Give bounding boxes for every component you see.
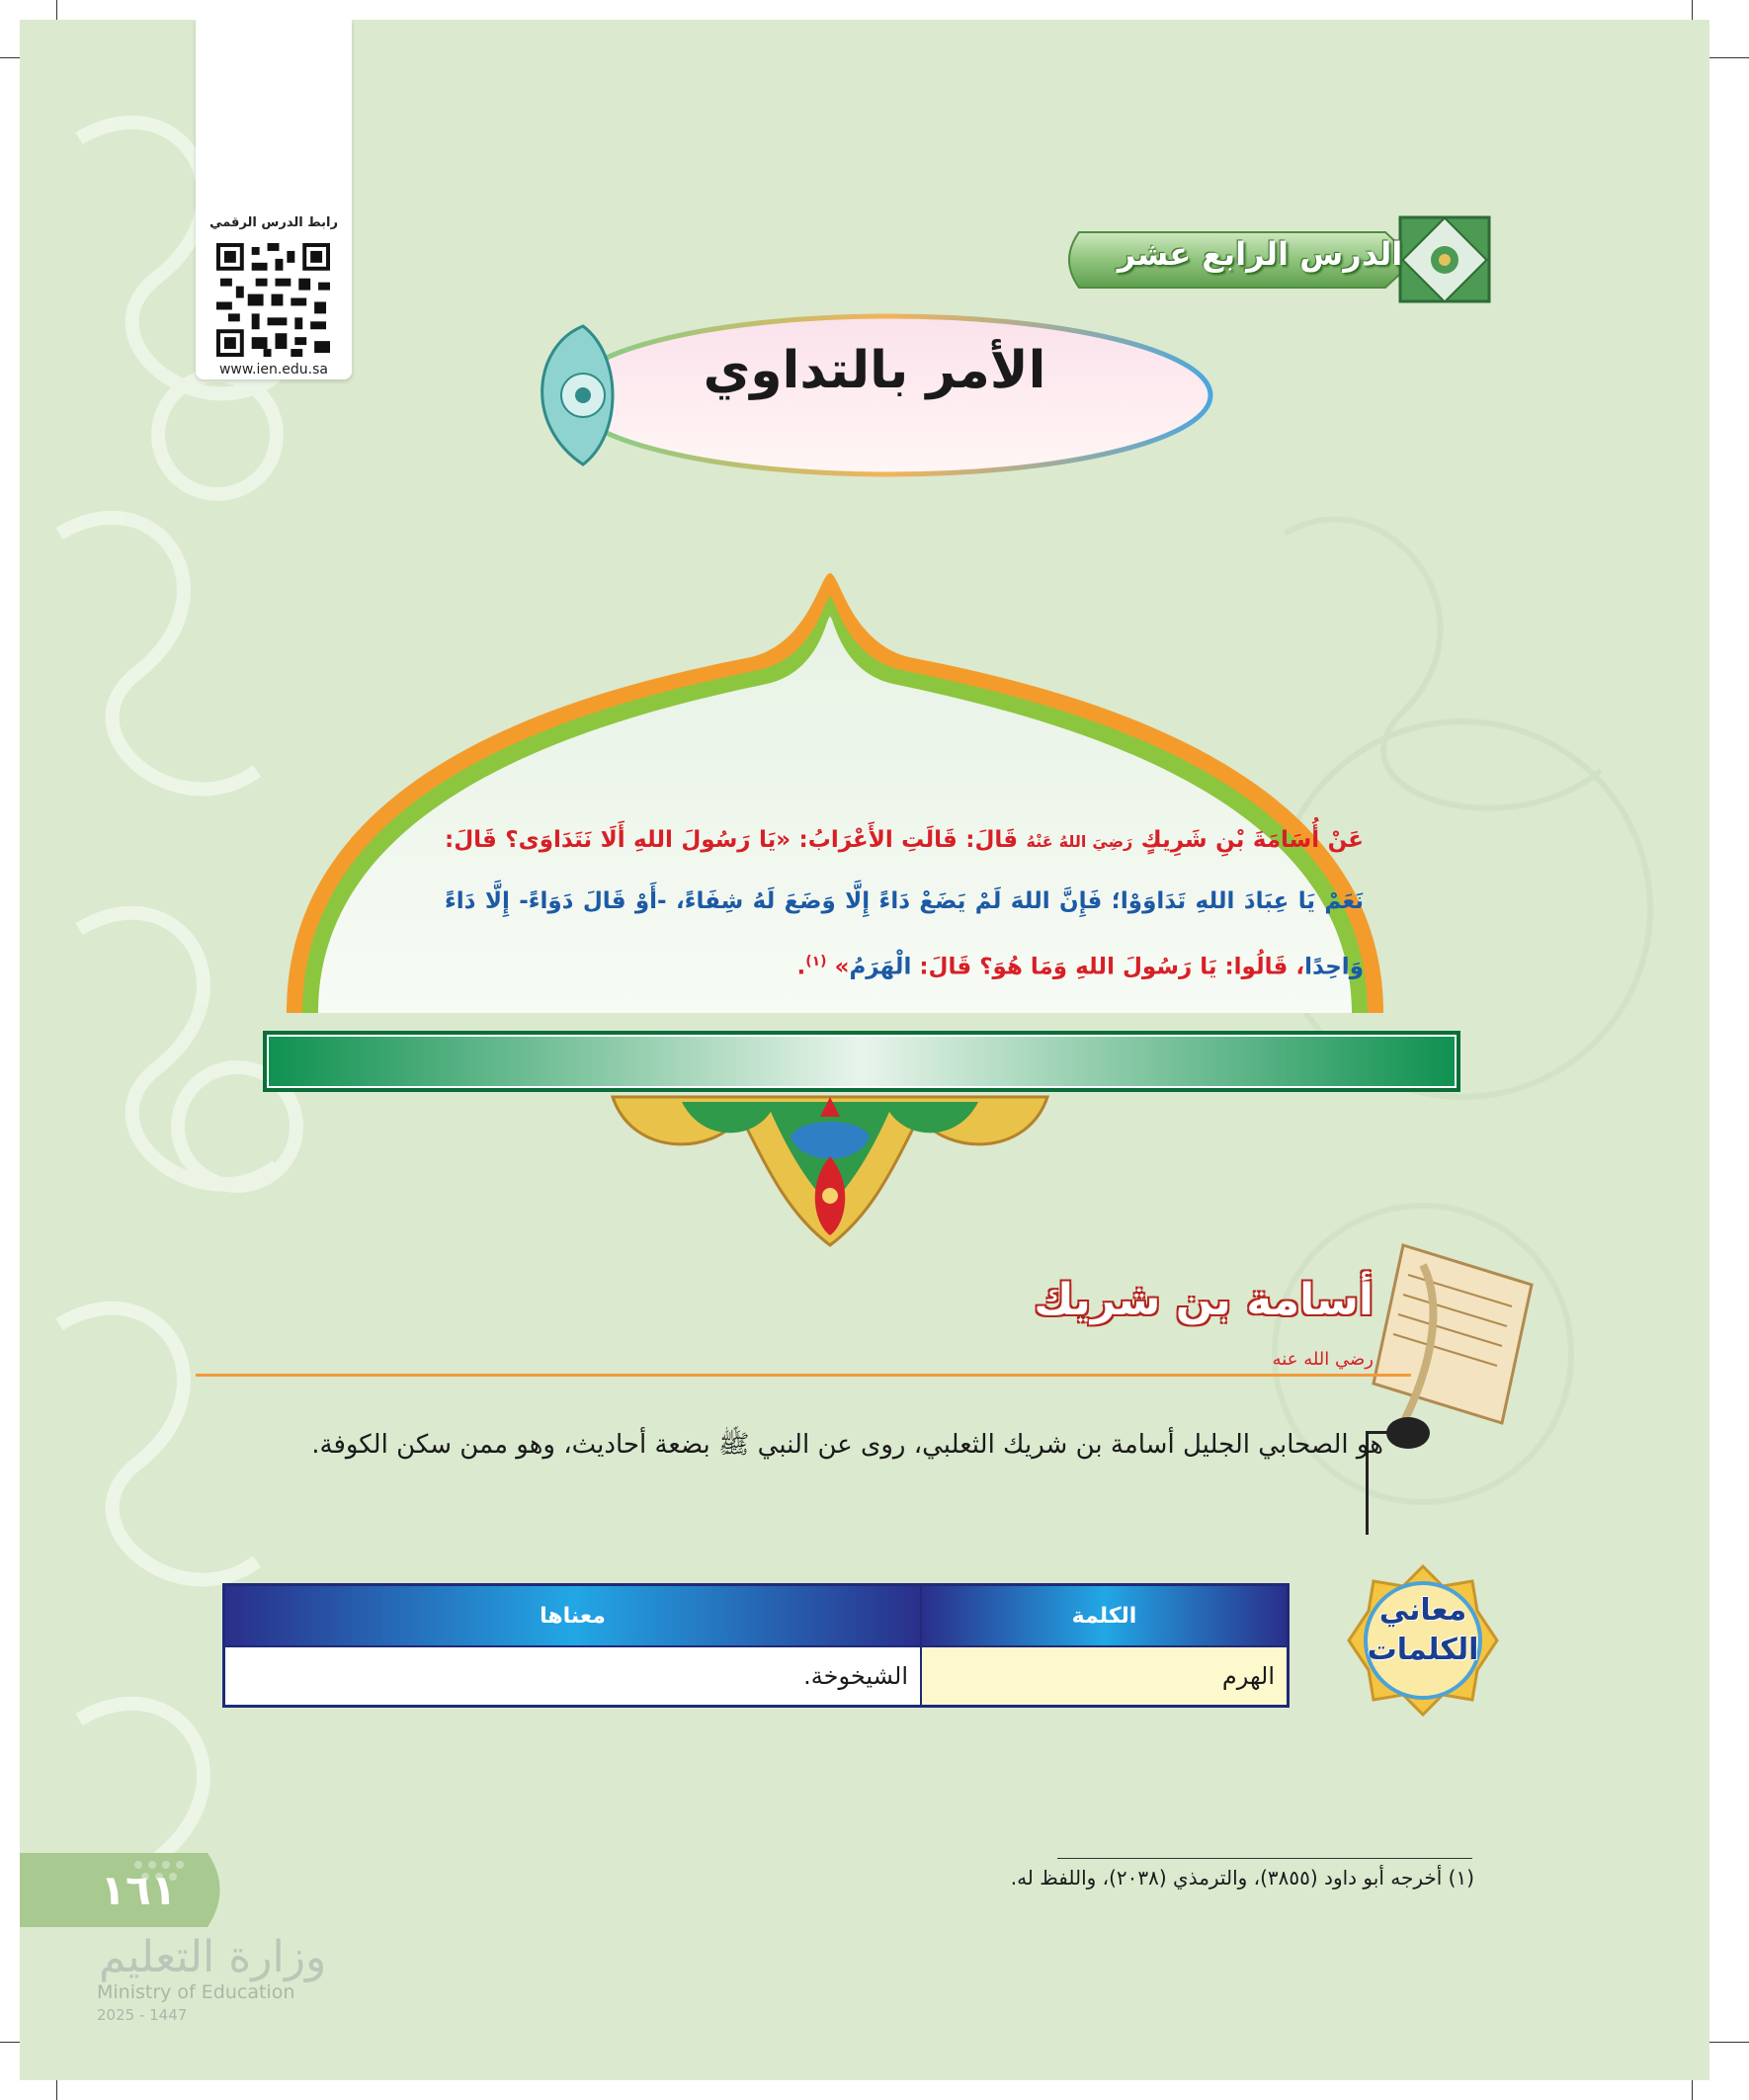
companion-name: أسامة بن شريك [1034, 1275, 1374, 1325]
hadith-answer: الْهَرَمُ [849, 954, 912, 980]
meanings-badge-line1: معاني [1378, 1593, 1467, 1628]
page-number: ١٦١ [100, 1866, 177, 1914]
column-header-meaning: معناها [224, 1585, 922, 1647]
hadith-dome-frame [20, 20, 1709, 1304]
hadith-prophet-saying: نَعَمْ يَا عِبَادَ اللهِ تَدَاوَوْا؛ فَإِنَّ اللهَ لَمْ يَضَعْ دَاءً إِلَّا وَضَعَ لَهُ شِفَاءً، -أَوْ قَالَ دَوَاءً- إِلَّا دَاءً وَاحِدًا [445, 888, 1364, 980]
parchment-quill-icon [1364, 1225, 1561, 1453]
word-meanings-table [222, 1583, 1290, 1708]
word-cell: الهرم [921, 1646, 1289, 1707]
footnote-ref[interactable]: (١) [805, 954, 827, 969]
edition-year: 2025 - 1447 [97, 2006, 188, 2024]
ministry-name-english: Ministry of Education [97, 1981, 295, 2003]
qr-label: رابط الدرس الرقمي [209, 215, 338, 230]
companion-heading [1018, 1275, 1374, 1376]
honorific-narrator: رَضِيَ اللهُ عَنْهُ [1026, 832, 1133, 851]
hadith-end: . [796, 954, 806, 980]
hadith-close-quote: » [826, 954, 850, 980]
hadith-question: قَالَ: قَالَتِ الأَعْرَابُ: «يَا رَسُولَ اللهِ أَلَا نَتَدَاوَى؟ قَالَ: [445, 827, 1027, 853]
hadith-followup: ، قَالُوا: يَا رَسُولَ اللهِ وَمَا هُوَ؟ قَالَ: [911, 954, 1305, 980]
qr-url[interactable]: www.ien.edu.sa [218, 362, 329, 378]
honorific-heading: رضي الله عنه [1272, 1349, 1374, 1370]
page [20, 20, 1709, 2080]
meanings-badge-line2: الكلمات [1367, 1633, 1479, 1667]
meaning-cell: الشيخوخة. [224, 1646, 922, 1707]
hadith-narrator: عَنْ أُسَامَةَ بْنِ شَرِيكٍ [1132, 827, 1364, 853]
companion-bio: هو الصحابي الجليل أسامة بن شريك الثعلبي، روى عن النبي ﷺ بضعة أحاديث، وهو ممن سكن الكوفة. [311, 1430, 1383, 1460]
lesson-number: الدرس الرابع عشر [1117, 235, 1403, 273]
green-divider-bar [263, 1031, 1460, 1092]
footnote-divider [1057, 1858, 1472, 1859]
column-header-word: الكلمة [921, 1585, 1289, 1647]
hadith-text [445, 810, 1364, 998]
table-header-row [224, 1585, 1289, 1647]
table-row [224, 1646, 1289, 1707]
orange-divider [196, 1374, 1411, 1377]
meanings-badge-label [1344, 1591, 1502, 1670]
footnote-text: (١) أخرجه أبو داود (٣٨٥٥)، والترمذي (٢٠٣٨)، واللفظ له. [1010, 1866, 1474, 1890]
ministry-name-arabic: وزارة التعليم [99, 1932, 327, 1982]
lesson-title: الأمر بالتداوي [703, 341, 1046, 400]
